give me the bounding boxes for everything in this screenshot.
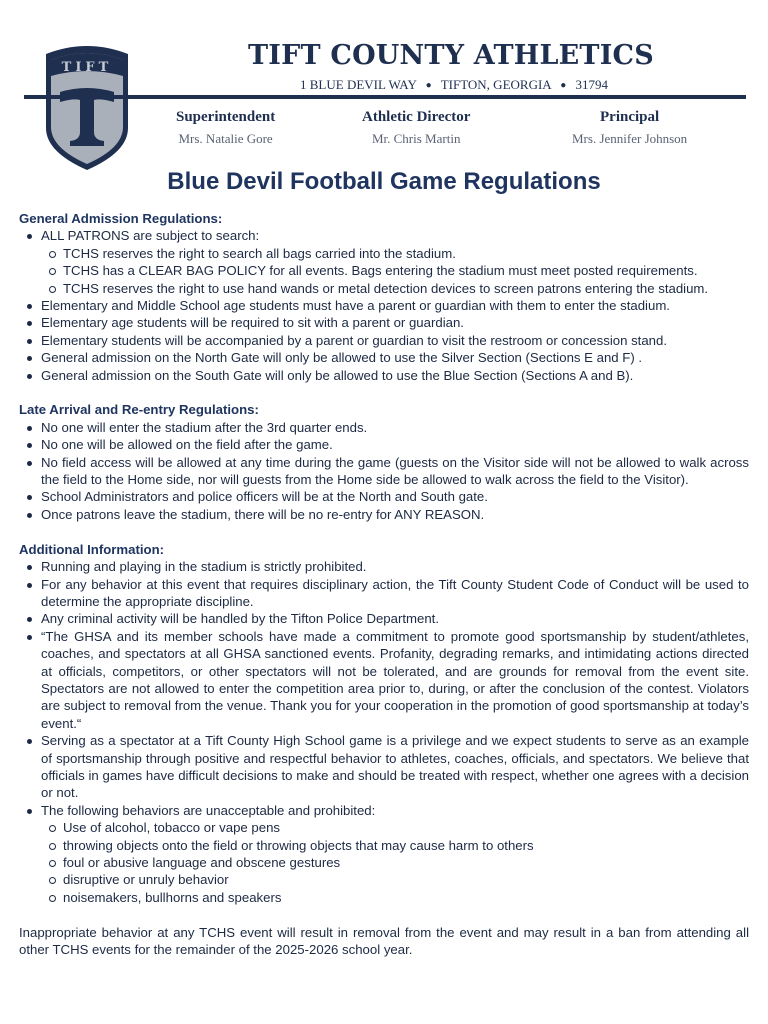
list-item: School Administrators and police officers will be at the North and South gate. <box>19 488 749 505</box>
staff-principal <box>572 109 687 147</box>
regulations-content <box>19 210 749 958</box>
bullet-separator: ● <box>425 80 432 91</box>
staff-role: Athletic Director <box>362 109 471 125</box>
svg-text:TIFT: TIFT <box>61 60 113 75</box>
search-sublist <box>19 245 749 297</box>
list-item: Any criminal activity will be handled by the Tifton Police Department. <box>19 610 749 627</box>
org-title: TIFT COUNTY ATHLETICS <box>248 40 654 71</box>
address-line <box>300 77 608 93</box>
section-heading-general: General Admission Regulations: <box>19 211 223 226</box>
sub-list-item: disruptive or unruly behavior <box>19 871 749 888</box>
section-heading-additional: Additional Information: <box>19 541 165 557</box>
sub-list-item: TCHS has a CLEAR BAG POLICY for all events. Bags entering the stadium must meet posted requirements. <box>19 262 749 279</box>
sub-list-item: TCHS reserves the right to search all bags carried into the stadium. <box>19 245 749 262</box>
staff-name: Mrs. Natalie Gore <box>178 131 273 146</box>
sub-list-item: throwing objects onto the field or throwing objects that may cause harm to others <box>19 837 749 854</box>
list-item: “The GHSA and its member schools have made a commitment to promote good sportsmanship by student/athletes, coaches, and spectators at all GHSA sanctioned events. Profanity, degrading remarks, and intimidating actions directed at officials, competitors, or other spectators will not be tolerated, and are grounds for removal from the event site. Spectators are not allowed to enter the competition area prior to, during, or after the conclusion of the contest. Violators are subject to removal from the venue. Thank you for your cooperation in the promotion of good sportsmanship at today’s event.“ <box>19 628 749 732</box>
list-item: Elementary and Middle School age students must have a parent or guardian with them to enter the stadium. <box>19 297 749 314</box>
list-item: Running and playing in the stadium is strictly prohibited. <box>19 558 749 575</box>
list-item: No one will enter the stadium after the 3rd quarter ends. <box>19 419 749 436</box>
late-list <box>19 419 749 523</box>
address-zip: 31794 <box>575 77 609 92</box>
sub-list-item: Use of alcohol, tobacco or vape pens <box>19 819 749 836</box>
sub-list-item: noisemakers, bullhorns and speakers <box>19 889 749 906</box>
list-item: For any behavior at this event that requires disciplinary action, the Tift County Student Code of Conduct will be used to determine the appropriate discipline. <box>19 576 749 611</box>
prohibited-sublist <box>19 819 749 906</box>
list-item: General admission on the South Gate will only be allowed to use the Blue Section (Sections A and B). <box>19 367 749 384</box>
list-item: Once patrons leave the stadium, there will be no re-entry for ANY REASON. <box>19 506 749 523</box>
list-item <box>19 227 749 297</box>
list-item: No one will be allowed on the field after the game. <box>19 436 749 453</box>
list-item <box>19 802 749 906</box>
staff-name: Mr. Chris Martin <box>371 131 461 146</box>
address-street: 1 BLUE DEVIL WAY <box>300 77 417 92</box>
list-item-text: ALL PATRONS are subject to search: <box>41 228 260 244</box>
general-list <box>19 227 749 384</box>
section-heading-late: Late Arrival and Re-entry Regulations: <box>19 402 259 418</box>
staff-superintendent <box>176 109 275 147</box>
bullet-separator: ● <box>560 80 567 91</box>
list-item: Serving as a spectator at a Tift County High School game is a privilege and we expect students to serve as an example of sportsmanship through positive and respectful behavior to athletes, coaches, officials, and spectators. We believe that officials in games have difficult decisions to make and should be treated with respect, whether one agrees with a decision or not. <box>19 732 749 802</box>
footer-notice: Inappropriate behavior at any TCHS event will result in removal from the event and may result in a ban from attending all other TCHS events for the remainder of the 2025-2026 school year. <box>19 924 749 958</box>
list-item: General admission on the North Gate will only be allowed to use the Silver Section (Sections E and F) . <box>19 349 749 366</box>
address-city: TIFTON, GEORGIA <box>440 77 551 92</box>
list-item-text: The following behaviors are unacceptable and prohibited: <box>41 802 376 818</box>
staff-name: Mrs. Jennifer Johnson <box>572 131 688 146</box>
additional-list <box>19 558 749 906</box>
staff-athletic-director <box>362 109 470 147</box>
list-item: No field access will be allowed at any time during the game (guests on the Visitor side will not be allowed to walk across the field to the Home side, nor will guests from the Home side be allowed to walk across the field to the Visitor). <box>19 454 749 489</box>
staff-role: Superintendent <box>176 109 276 125</box>
tift-shield-logo <box>42 40 132 172</box>
list-item: Elementary age students will be required to sit with a parent or guardian. <box>19 314 749 331</box>
sub-list-item: foul or abusive language and obscene gestures <box>19 854 749 871</box>
page-title: Blue Devil Football Game Regulations <box>167 168 601 195</box>
list-item: Elementary students will be accompanied by a parent or guardian to visit the restroom or concession stand. <box>19 332 749 349</box>
header-divider <box>24 95 746 99</box>
staff-role: Principal <box>600 109 660 125</box>
sub-list-item: TCHS reserves the right to use hand wands or metal detection devices to screen patrons entering the stadium. <box>19 280 749 297</box>
